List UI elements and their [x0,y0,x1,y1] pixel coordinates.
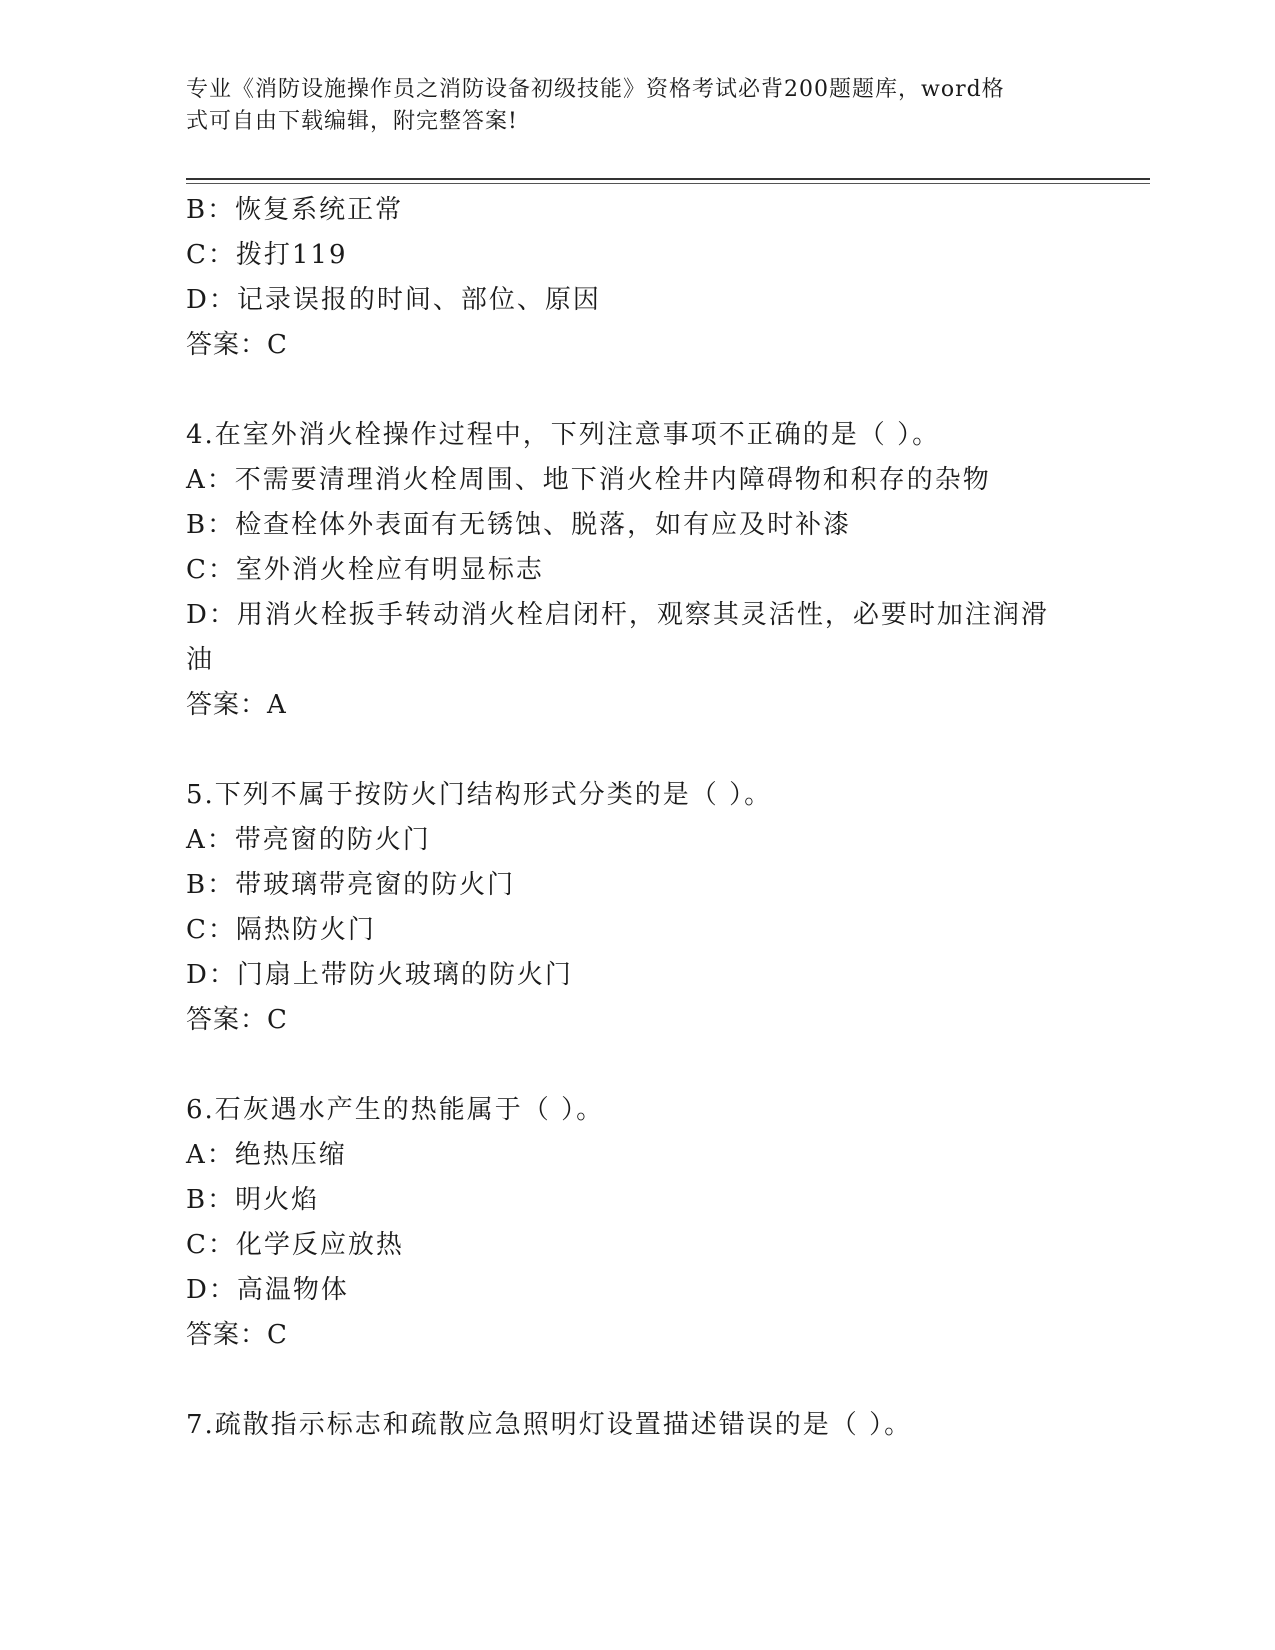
spacer [186,1043,1086,1088]
option-b: B：检查栓体外表面有无锈蚀、脱落，如有应及时补漆 [186,510,852,540]
option-b: B：带玻璃带亮窗的防火门 [186,870,516,900]
option-d: D：用消火栓扳手转动消火栓启闭杆，观察其灵活性，必要时加注润滑油 [186,600,1049,675]
question-7 [186,1403,1086,1448]
question-stem: 6.石灰遇水产生的热能属于（ ）。 [186,1095,605,1125]
question-4 [186,413,1086,728]
option-a: A：不需要清理消火栓周围、地下消火栓井内障碍物和积存的杂物 [186,465,991,495]
question-3-tail [186,188,1086,368]
question-6 [186,1088,1086,1358]
spacer [186,368,1086,413]
answer: 答案：C [186,330,288,360]
question-list [186,188,1086,1448]
answer: 答案：A [186,690,287,720]
option-d: D：记录误报的时间、部位、原因 [186,285,601,315]
answer: 答案：C [186,1005,288,1035]
option-a: A：带亮窗的防火门 [186,825,431,855]
spacer [186,1358,1086,1403]
header-divider-thick [186,178,1150,180]
option-c: C：室外消火栓应有明显标志 [186,555,544,585]
option-c: C：拨打119 [186,240,348,270]
header-divider-thin [186,183,1150,184]
question-5 [186,773,1086,1043]
page-header [186,74,1066,138]
header-line-2: 式可自由下载编辑，附完整答案! [186,109,518,134]
option-c: C：化学反应放热 [186,1230,404,1260]
header-line-1: 专业《消防设施操作员之消防设备初级技能》资格考试必背200题题库，word格 [186,77,1005,102]
option-b: B：恢复系统正常 [186,195,404,225]
question-stem: 4.在室外消火栓操作过程中，下列注意事项不正确的是（ ）。 [186,420,941,450]
spacer [186,728,1086,773]
option-d: D：门扇上带防火玻璃的防火门 [186,960,573,990]
option-d: D：高温物体 [186,1275,349,1305]
answer: 答案：C [186,1320,288,1350]
option-c: C：隔热防火门 [186,915,376,945]
option-a: A：绝热压缩 [186,1140,347,1170]
option-b: B：明火焰 [186,1185,320,1215]
question-stem: 5.下列不属于按防火门结构形式分类的是（ ）。 [186,780,773,810]
question-stem: 7.疏散指示标志和疏散应急照明灯设置描述错误的是（ ）。 [186,1410,913,1440]
